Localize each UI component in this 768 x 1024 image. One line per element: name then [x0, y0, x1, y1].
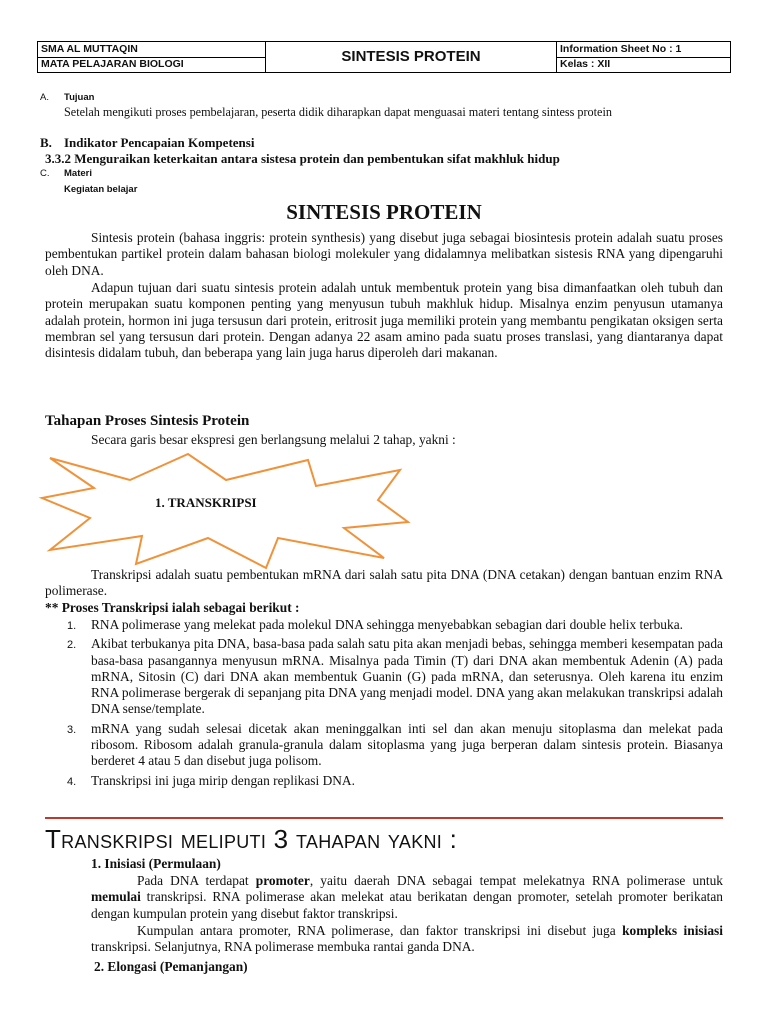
inisiasi-title: 1. Inisiasi (Permulaan) [91, 856, 221, 871]
step-number: 2. [67, 639, 77, 652]
tahapan-title: Tahapan Proses Sintesis Protein [45, 413, 250, 429]
list-item: 3. mRNA yang sudah selesai dicetak akan meninggalkan inti sel dan akan menuju sitoplasma dan melekat pada ribosom. Ribosom adalah granula-granula dalam sitoplasma yang juga berperan dalam sintesis protein. Biasanya berderet 4 atau 5 dan disebut juga polisom. [67, 720, 723, 769]
transkripsi-steps [45, 617, 723, 792]
school-name: SMA AL MUTTAQIN [41, 43, 138, 55]
step-number: 1. [67, 620, 77, 632]
step-number: 4. [67, 775, 77, 788]
transkripsi-definition: Transkripsi adalah suatu pembentukan mRNA dari salah satu pita DNA (DNA cetakan) dengan bantuan enzim RNA polimerase. [45, 567, 723, 599]
list-item: 1. RNA polimerase yang melekat pada molekul DNA sehingga menyebabkan sebagian dari double helix terbuka. [45, 617, 723, 633]
burst-shape [42, 454, 408, 568]
tahapan-heading: Transkripsi meliputi 3 tahapan yakni : [45, 824, 458, 854]
list-item: 2. Akibat terbukanya pita DNA, basa-basa pada salah satu pita akan menjadi bebas, sehingga memberi kesempatan pada basa-basa pasangannya menyusun mRNA. Misalnya pada Timin (T) dari DNA akan membentuk Adenin (A) pada mRNA, Sitosin (C) dari DNA akan membentuk Guanin (G) pada mRNA, dan seterusnya. Oleh karena itu enzim RNA polimerase bergerak di sepanjang pita DNA yang menjadi model. DNA yang akan melakukan transkripsi adalah DNA sense/template. [67, 636, 723, 717]
section-c-marker: C. [40, 168, 50, 179]
section-c-title: Materi [64, 168, 92, 179]
section-c-sub: Kegiatan belajar [64, 184, 138, 195]
main-title: SINTESIS PROTEIN [286, 200, 482, 224]
proses-title: ** Proses Transkripsi ialah sebagai berikut : [45, 600, 300, 615]
section-b-marker: B. [40, 135, 52, 150]
section-b-title: Indikator Pencapaian Kompetensi [64, 135, 255, 150]
header-table [37, 41, 731, 73]
burst-label: 1. TRANSKRIPSI [155, 495, 257, 510]
elongasi-title: 2. Elongasi (Pemanjangan) [94, 959, 248, 974]
header-title: SINTESIS PROTEIN [341, 48, 481, 65]
section-a-marker: A. [40, 92, 49, 103]
inisiasi-paragraph-2: Kumpulan antara promoter, RNA polimerase, dan faktor transkripsi ini disebut juga kompleks inisiasi transkripsi. Selanjutnya, RNA polimerase membuka rantai ganda DNA. [91, 923, 723, 955]
sheet-number: Information Sheet No : 1 [560, 43, 682, 55]
red-divider [45, 817, 723, 819]
intro-paragraph: Sintesis protein (bahasa inggris: protein synthesis) yang disebut juga sebagai biosintesis protein adalah suatu proses pembentukan partikel protein dalam bahasan biologi molekuler yang didalamnya melibatkan sistesis RNA yang dipengaruhi oleh DNA. [45, 230, 723, 278]
section-a-title: Tujuan [64, 92, 95, 103]
tahapan-intro: Secara garis besar ekspresi gen berlangsung melalui 2 tahap, yakni : [91, 432, 456, 447]
indicator-item: 3.3.2 Menguraikan keterkaitan antara sistesa protein dan pembentukan sifat makhluk hidup [45, 151, 560, 166]
transkripsi-burst [38, 452, 418, 570]
list-item: 4. Transkripsi ini juga mirip dengan replikasi DNA. [45, 773, 723, 789]
section-a-text: Setelah mengikuti proses pembelajaran, peserta didik diharapkan dapat menguasai materi tentang sintess protein [64, 105, 612, 119]
purpose-paragraph: Adapun tujuan dari suatu sintesis protein adalah untuk membentuk protein yang bisa dimanfaatkan oleh tubuh dan protein merupakan suatu komponen penting yang menyusun tubuh makhluk hidup. Misalnya enzim penyusun utamanya adalah protein, hormon ini juga tersusun dari protein, eritrosit juga memiliki protein yang membantu pengikatan oksigen serta membran sel yang tersusun dari protein. Dengan adanya 22 asam amino pada suatu proses translasi, yang diantaranya dapat disintesis didalam tubuh, dan beberapa yang lain juga harus diperoleh dari makanan. [45, 280, 723, 361]
subject-name: MATA PELAJARAN BIOLOGI [41, 58, 184, 70]
class-label: Kelas : XII [560, 58, 611, 70]
inisiasi-paragraph-1: Pada DNA terdapat promoter, yaitu daerah DNA sebagai tempat melekatnya RNA polimerase untuk memulai transkripsi. RNA polimerase akan melekat atau berikatan dengan promoter, setelah promoter berikatan dengan kumpulan protein yang disebut faktor transkripsi. [91, 873, 723, 921]
step-number: 3. [67, 723, 77, 736]
